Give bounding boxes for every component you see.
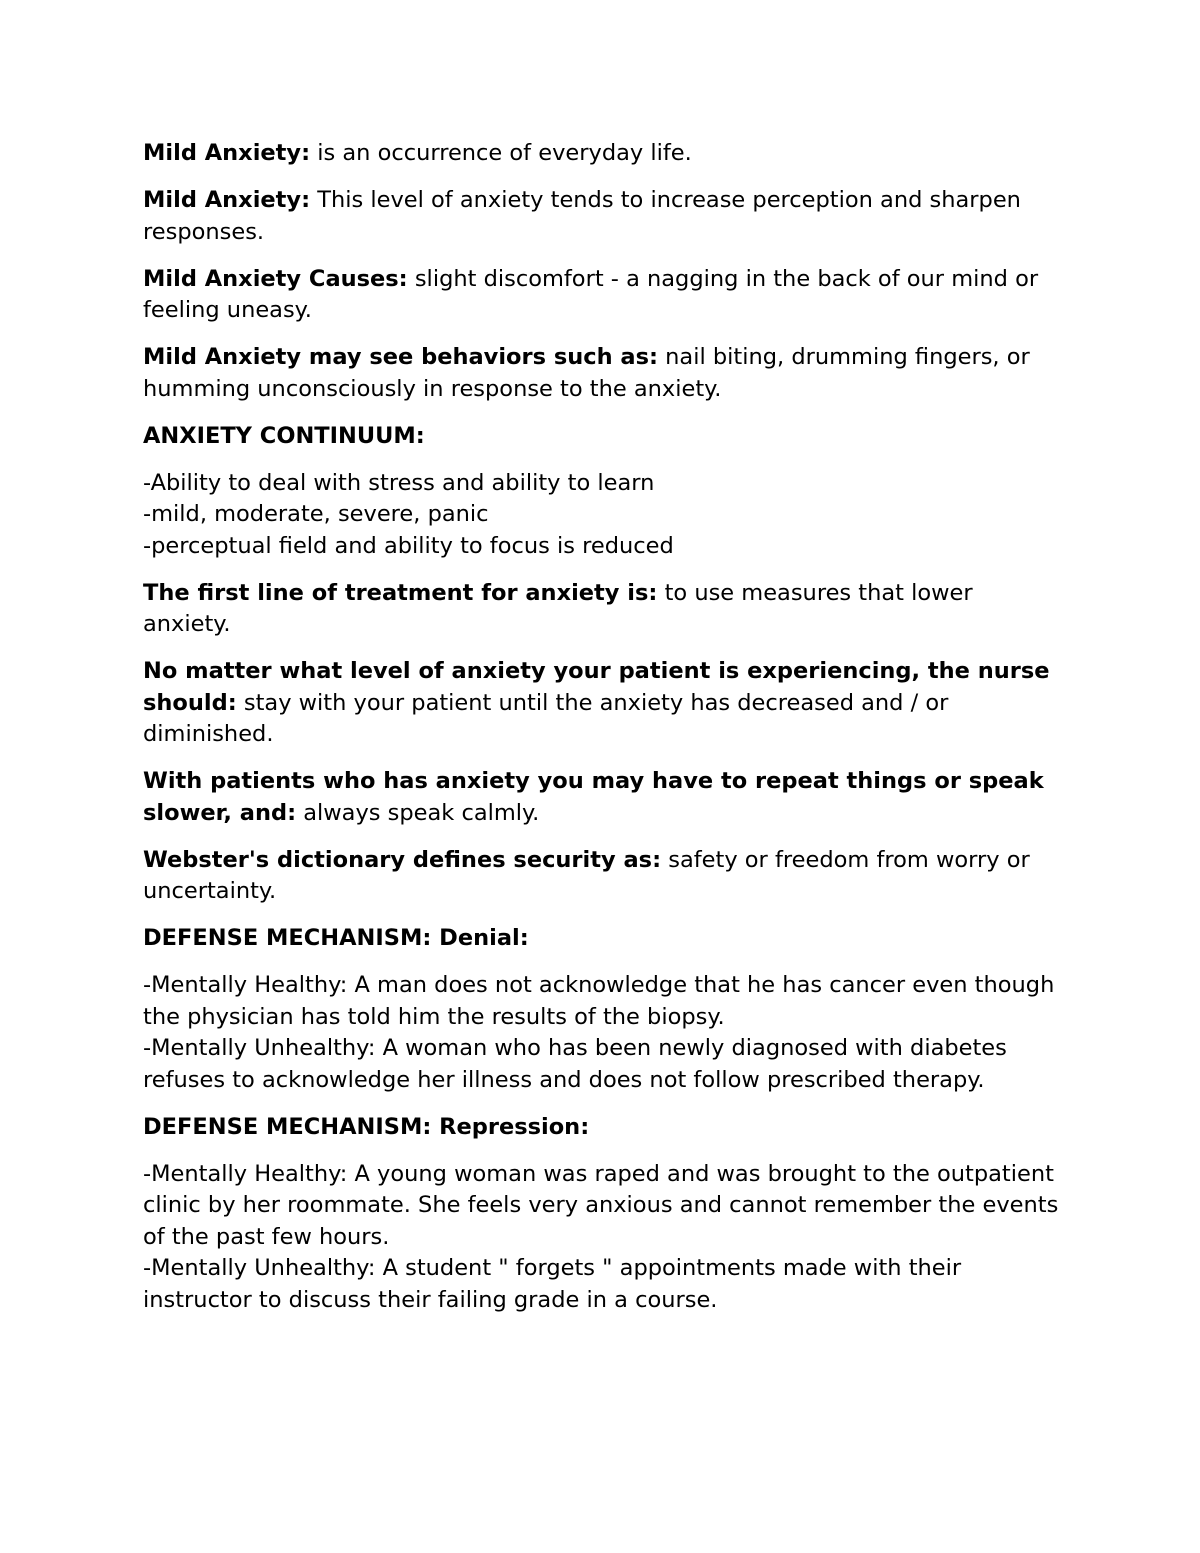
denial-example: -Mentally Unhealthy: A woman who has been newly diagnosed with diabetes refuses to acknowledge her illness and does not follow prescribed therapy. [143, 1035, 1007, 1093]
entry-term: Mild Anxiety: [143, 187, 311, 213]
entry-definition: stay with your patient until the anxiety has decreased and / or diminished. [143, 689, 949, 747]
repression-example: -Mentally Unhealthy: A student " forgets " appointments made with their instructor to discuss their failing grade in a course. [143, 1255, 962, 1313]
continuum-list [143, 468, 1063, 563]
denial-heading [143, 923, 1063, 955]
entry-definition: nail biting, drumming fingers, or humming unconsciously in response to the anxiety. [143, 344, 1030, 402]
continuum-line: -perceptual field and ability to focus is reduced [143, 532, 674, 559]
continuum-heading-text: ANXIETY CONTINUUM: [143, 422, 425, 449]
entry-mild-anxiety-behaviors [143, 342, 1063, 405]
entry-term: With patients who has anxiety you may have to repeat things or speak slower, and: [143, 768, 1044, 826]
entry-definition: is an occurrence of everyday life. [310, 140, 692, 166]
denial-heading-text: DEFENSE MECHANISM: Denial: [143, 925, 529, 951]
entry-definition: safety or freedom from worry or uncertainty. [143, 846, 1030, 904]
entry-definition: This level of anxiety tends to increase perception and sharpen responses. [143, 187, 1021, 245]
entry-term: Mild Anxiety may see behaviors such as: [143, 344, 659, 370]
entry-mild-anxiety-causes [143, 264, 1063, 327]
entry-definition: always speak calmly. [296, 799, 540, 826]
continuum-heading [143, 421, 1063, 453]
repression-heading-text: DEFENSE MECHANISM: Repression: [143, 1113, 590, 1140]
denial-examples [143, 970, 1063, 1096]
entry-term: Mild Anxiety: [143, 140, 311, 166]
continuum-line: -mild, moderate, severe, panic [143, 501, 489, 527]
entry-speak-calmly [143, 766, 1063, 829]
repression-heading [143, 1112, 1063, 1144]
document-body [143, 138, 1063, 1332]
entry-first-line-treatment [143, 578, 1063, 641]
entry-term: No matter what level of anxiety your patient is experiencing, the nurse should: [143, 658, 1050, 716]
repression-example: -Mentally Healthy: A young woman was raped and was brought to the outpatient clinic by her roommate. She feels very anxious and cannot remember the events of the past few hours. [143, 1160, 1059, 1250]
entry-definition: slight discomfort - a nagging in the back of our mind or feeling uneasy. [143, 265, 1039, 323]
entry-definition: to use measures that lower anxiety. [143, 579, 973, 637]
continuum-line: -Ability to deal with stress and ability to learn [143, 469, 655, 496]
entry-term: Webster's dictionary defines security as: [143, 846, 662, 873]
entry-mild-anxiety-2 [143, 185, 1063, 248]
entry-term: The first line of treatment for anxiety is: [143, 579, 658, 606]
entry-nurse-should [143, 656, 1063, 751]
entry-security-definition [143, 845, 1063, 908]
entry-term: Mild Anxiety Causes: [143, 265, 408, 292]
denial-example: -Mentally Healthy: A man does not acknowledge that he has cancer even though the physician has told him the results of the biopsy. [143, 972, 1055, 1030]
repression-examples [143, 1159, 1063, 1317]
entry-mild-anxiety-1 [143, 138, 1063, 170]
